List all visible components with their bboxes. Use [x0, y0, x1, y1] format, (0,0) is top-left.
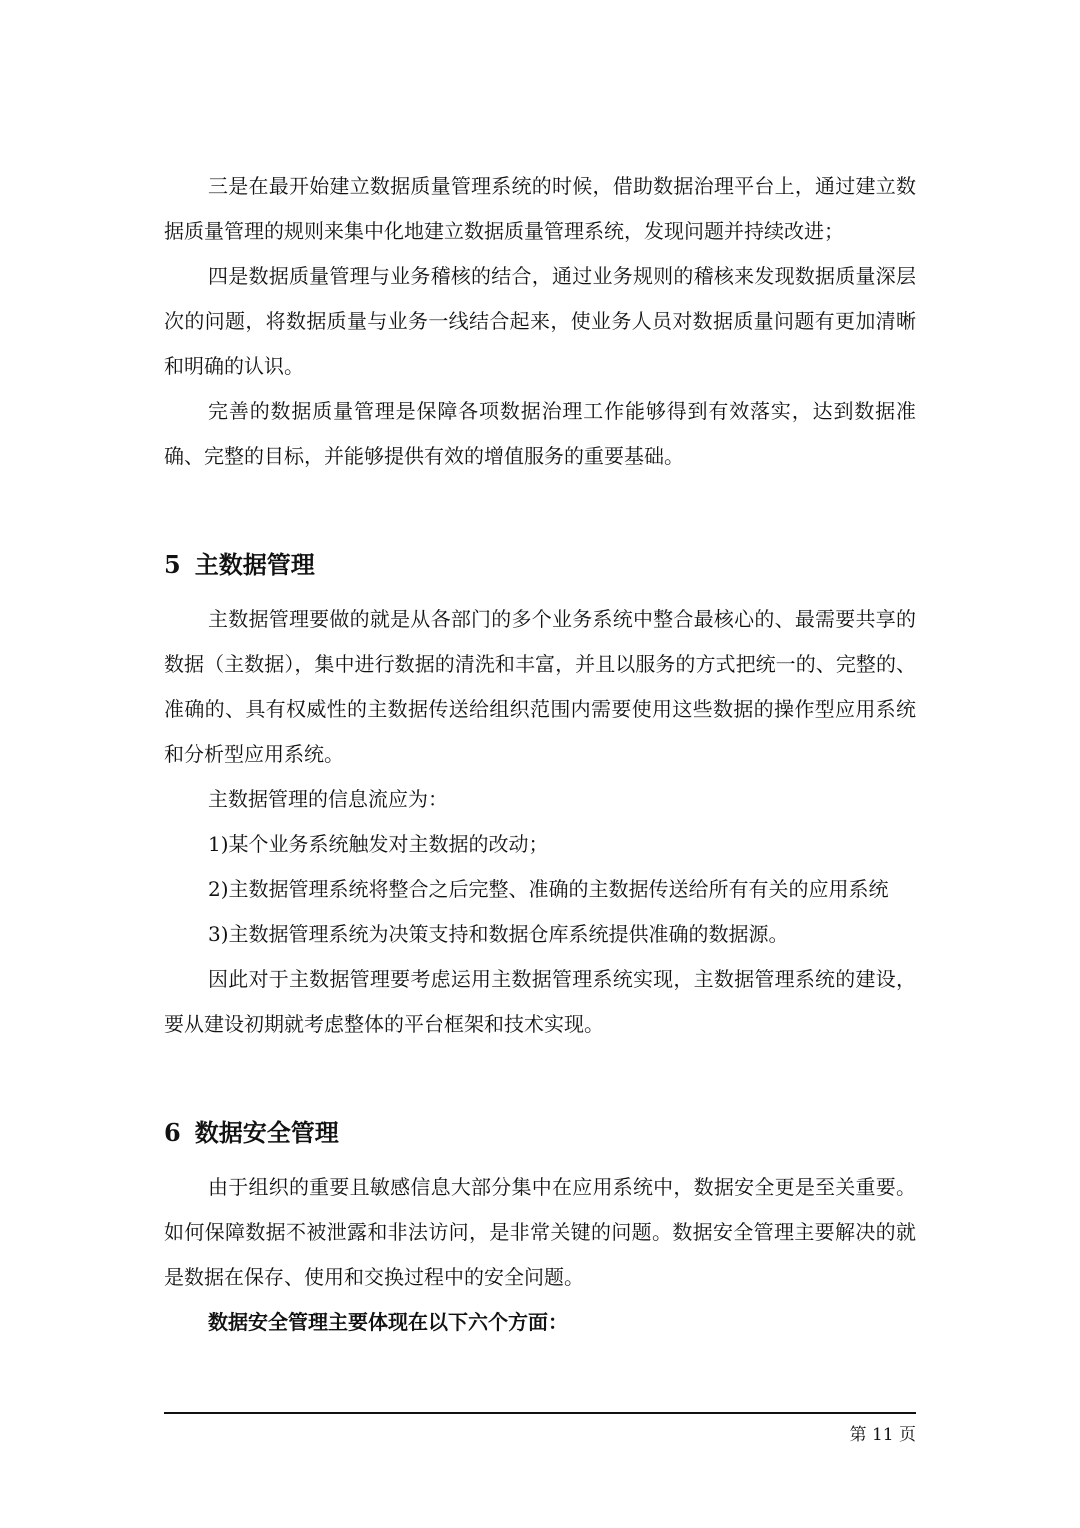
- paragraph-security-intro: 由于组织的重要且敏感信息大部分集中在应用系统中，数据安全更是至关重要。如何保障数据不被泄露和非法访问，是非常关键的问题。数据安全管理主要解决的就是数据在保存、使用和交换过程中的安全问题。: [164, 1175, 916, 1289]
- paragraph-mdm-flow-2: 2)主数据管理系统将整合之后完整、准确的主数据传送给所有有关的应用系统: [208, 877, 889, 901]
- section-spacer: [164, 1047, 916, 1113]
- section-6-number: 6: [164, 1118, 181, 1147]
- footer-divider: [164, 1412, 916, 1414]
- section-5-title: 主数据管理: [194, 550, 315, 579]
- page-content: [164, 164, 916, 1345]
- section-5-number: 5: [164, 550, 181, 579]
- page-number: 第 11 页: [849, 1425, 916, 1445]
- heading-spacer: [164, 585, 916, 597]
- section-spacer: [164, 479, 916, 545]
- paragraph-quality-point-3: 三是在最开始建立数据质量管理系统的时候，借助数据治理平台上，通过建立数据质量管理的规则来集中化地建立数据质量管理系统，发现问题并持续改进；: [164, 174, 916, 243]
- paragraph-mdm-flow-1: 1)某个业务系统触发对主数据的改动；: [208, 832, 549, 856]
- paragraph-mdm-flow-3: 3)主数据管理系统为决策支持和数据仓库系统提供准确的数据源。: [208, 922, 789, 946]
- section-6-heading: [164, 1113, 916, 1153]
- section-5-heading: [164, 545, 916, 585]
- paragraph-mdm-conclusion: 因此对于主数据管理要考虑运用主数据管理系统实现，主数据管理系统的建设，要从建设初期就考虑整体的平台框架和技术实现。: [164, 967, 916, 1036]
- heading-spacer: [164, 1153, 916, 1165]
- section-6-title: 数据安全管理: [194, 1118, 339, 1147]
- page-footer: [164, 1412, 916, 1448]
- paragraph-mdm-definition: 主数据管理要做的就是从各部门的多个业务系统中整合最核心的、最需要共享的数据（主数据），集中进行数据的清洗和丰富，并且以服务的方式把统一的、完整的、准确的、具有权威性的主数据传送给组织范围内需要使用这些数据的操作型应用系统和分析型应用系统。: [164, 607, 916, 766]
- paragraph-mdm-flow-intro: 主数据管理的信息流应为：: [208, 787, 448, 811]
- paragraph-quality-summary: 完善的数据质量管理是保障各项数据治理工作能够得到有效落实，达到数据准确、完整的目标，并能够提供有效的增值服务的重要基础。: [164, 399, 916, 468]
- paragraph-quality-point-4: 四是数据质量管理与业务稽核的结合，通过业务规则的稽核来发现数据质量深层次的问题，将数据质量与业务一线结合起来，使业务人员对数据质量问题有更加清晰和明确的认识。: [164, 264, 916, 378]
- paragraph-security-aspects: 数据安全管理主要体现在以下六个方面：: [208, 1310, 568, 1334]
